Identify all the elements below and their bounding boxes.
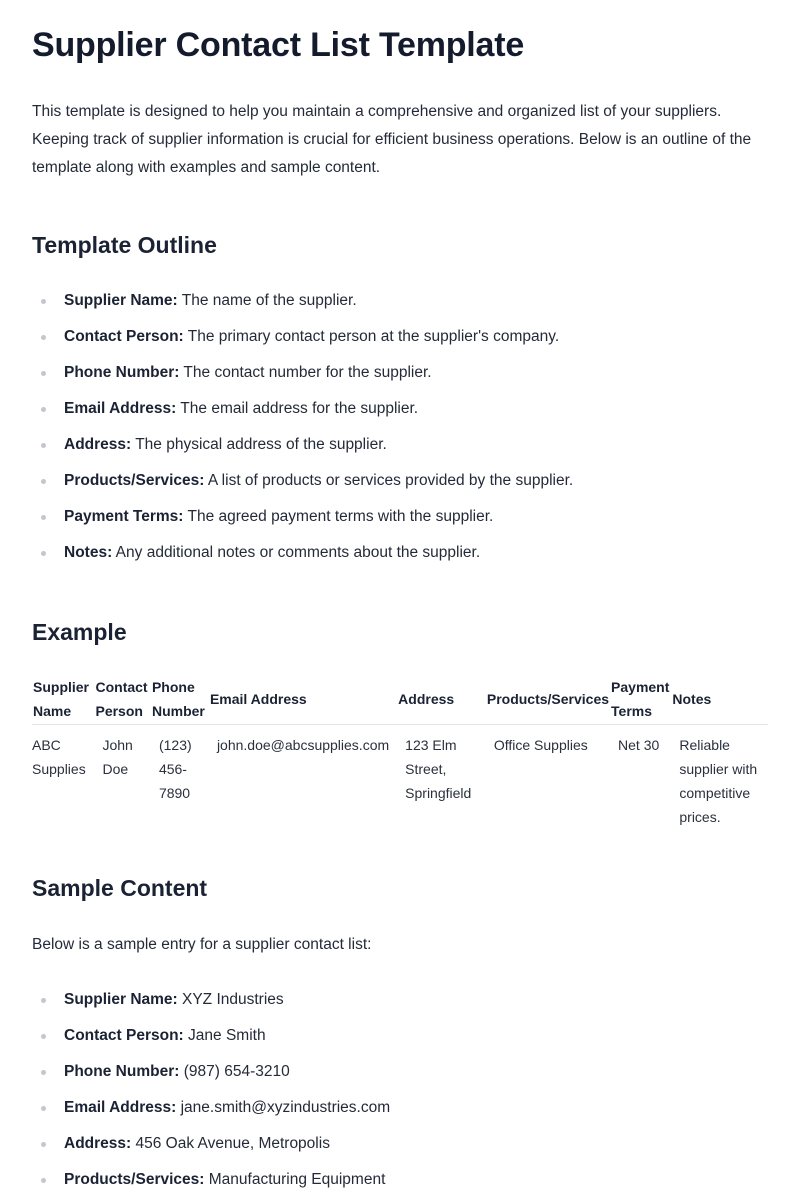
example-table (32, 675, 768, 829)
field-label: Email Address: (64, 400, 177, 417)
bullet-icon (41, 1178, 46, 1183)
bullet-icon (41, 371, 46, 376)
field-description: The primary contact person at the supplier's company. (183, 328, 560, 345)
table-cell: Reliable supplier with competitive prices. (679, 737, 758, 825)
field-description: The name of the supplier. (177, 292, 357, 309)
field-value: XYZ Industries (177, 991, 284, 1008)
bullet-icon (41, 335, 46, 340)
column-header: Products/Services (486, 675, 610, 725)
bullet-icon (41, 515, 46, 520)
sample-content-heading: Sample Content (32, 875, 208, 901)
field-label: Contact Person: (64, 1027, 184, 1044)
bullet-icon (41, 1106, 46, 1111)
bullet-icon (41, 299, 46, 304)
table-cell: Office Supplies (493, 737, 588, 753)
list-item (32, 355, 768, 391)
list-item (32, 1126, 768, 1162)
bullet-icon (41, 1070, 46, 1075)
sample-entry-list (32, 982, 768, 1198)
table-cell: ABC Supplies (32, 737, 86, 777)
table-cell: John Doe (102, 737, 133, 777)
table-cell: 123 Elm Street, Springfield (405, 737, 472, 801)
field-label: Phone Number: (64, 364, 180, 381)
field-label: Contact Person: (64, 328, 184, 345)
list-item (32, 283, 768, 319)
field-label: Phone Number: (64, 1063, 180, 1080)
list-item (32, 1018, 768, 1054)
column-header: Address (397, 675, 486, 725)
column-header: Payment Terms (610, 675, 671, 725)
list-item (32, 1090, 768, 1126)
list-item (32, 1162, 768, 1198)
field-description: A list of products or services provided by the supplier. (204, 472, 574, 489)
bullet-icon (41, 1034, 46, 1039)
sample-intro-paragraph: Below is a sample entry for a supplier contact list: (32, 936, 372, 953)
bullet-icon (41, 551, 46, 556)
list-item (32, 427, 768, 463)
column-header: Email Address (209, 675, 397, 725)
field-description: The agreed payment terms with the supplier. (183, 508, 494, 525)
bullet-icon (41, 443, 46, 448)
column-header: Notes (671, 675, 768, 725)
table-row (32, 725, 768, 830)
intro-paragraph: This template is designed to help you maintain a comprehensive and organized list of your suppliers. Keeping track of supplier information is crucial for efficient business operations. Below is an outline of the template along with examples and sample content. (32, 103, 752, 176)
field-value: 456 Oak Avenue, Metropolis (131, 1135, 330, 1152)
field-label: Notes: (64, 544, 113, 561)
bullet-icon (41, 1142, 46, 1147)
field-value: Jane Smith (183, 1027, 266, 1044)
table-header-row (32, 675, 768, 725)
example-heading: Example (32, 619, 127, 645)
table-cell: john.doe@abcsupplies.com (216, 737, 390, 753)
table-cell: Net 30 (618, 737, 660, 753)
field-description: Any additional notes or comments about the supplier. (112, 544, 481, 561)
field-description: The contact number for the supplier. (179, 364, 432, 381)
field-description: The physical address of the supplier. (131, 436, 387, 453)
field-label: Address: (64, 1135, 132, 1152)
page-title: Supplier Contact List Template (32, 26, 525, 64)
field-value: (987) 654-3210 (179, 1063, 290, 1080)
field-value: jane.smith@xyzindustries.com (176, 1099, 391, 1116)
list-item (32, 535, 768, 571)
field-label: Supplier Name: (64, 292, 178, 309)
field-label: Supplier Name: (64, 991, 178, 1008)
bullet-icon (41, 479, 46, 484)
table-cell: (123) 456-7890 (158, 737, 192, 801)
field-label: Products/Services: (64, 472, 205, 489)
template-outline-list (32, 283, 768, 571)
column-header: Contact Person (94, 675, 150, 725)
list-item (32, 391, 768, 427)
field-description: The email address for the supplier. (176, 400, 419, 417)
list-item (32, 319, 768, 355)
template-outline-heading: Template Outline (32, 232, 217, 258)
field-label: Payment Terms: (64, 508, 184, 525)
bullet-icon (41, 407, 46, 412)
column-header: Supplier Name (32, 675, 94, 725)
field-label: Products/Services: (64, 1171, 205, 1188)
column-header: Phone Number (151, 675, 209, 725)
list-item (32, 499, 768, 535)
list-item (32, 463, 768, 499)
field-value: Manufacturing Equipment (204, 1171, 386, 1188)
list-item (32, 1054, 768, 1090)
list-item (32, 982, 768, 1018)
field-label: Email Address: (64, 1099, 177, 1116)
field-label: Address: (64, 436, 132, 453)
bullet-icon (41, 998, 46, 1003)
